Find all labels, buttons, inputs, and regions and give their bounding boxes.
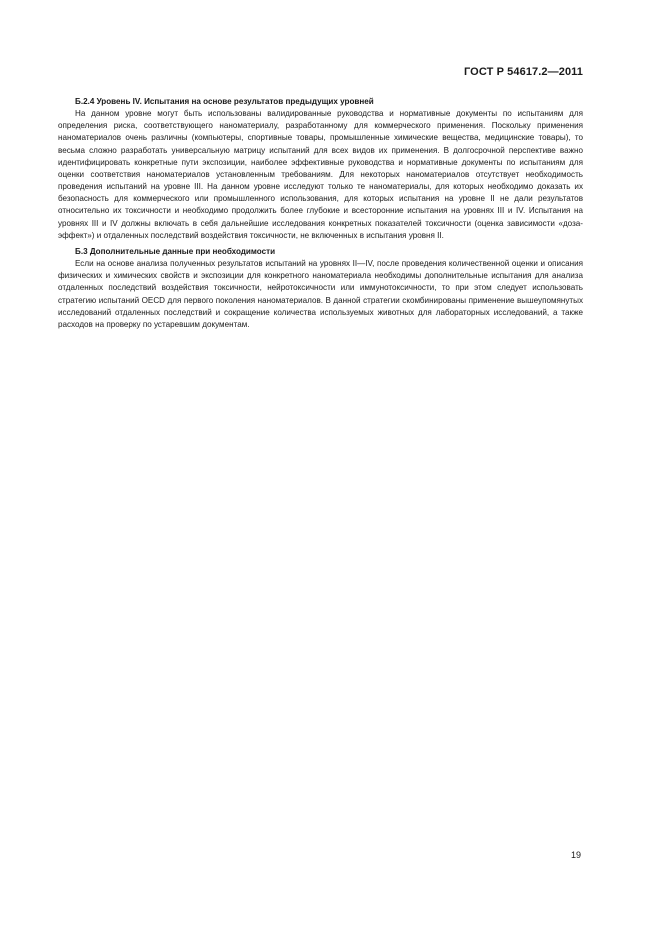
- standard-designation: ГОСТ Р 54617.2—2011: [463, 66, 583, 78]
- section-heading-b24: Б.2.4 Уровень IV. Испытания на основе результатов предыдущих уровней: [75, 97, 374, 106]
- page-number: 19: [570, 850, 581, 860]
- page-content: [58, 96, 583, 331]
- section-paragraph-b3: Если на основе анализа полученных результатов испытаний на уровнях II—IV, после проведения количественной оценки и описания физических и химических свойств и экспозиции для конкретного наноматериала необходимы дополнительные испытания для анализа отдаленных последствий воздействия токсичности, нейротоксичности или иммунотоксичности, то при этом следует использовать стратегию испытаний OECD для первого поколения наноматериалов. В данной стратегии скомбинированы применение вышеупомянутых исследований отдаленных последствий и сокращение количества используемых животных для лабораторных исследований, а также расходов на проверку по устаревшим документам.: [58, 259, 583, 329]
- section-paragraph-b24: На данном уровне могут быть использованы валидированные руководства и нормативные документы по испытаниям для определения риска, соответствующего наноматериалу, разработанному для коммерческого применения. Поскольку применения наноматериалов очень различны (компьютеры, спортивные товары, промышленные химические вещества, медицинские товары), то весьма сложно разработать универсальную матрицу испытаний для всех видов их применения. В долгосрочной перспективе важно идентифицировать конкретные пути экспозиции, наиболее эффективные руководства и нормативные документы по испытаниям для оценки соответствия наноматериалов установленным требованиям. Для некоторых наноматериалов отсутствует необходимость проведения испытаний на уровне III. На данном уровне исследуют только те наноматериалы, для которых необходимо доказать их безопасность для коммерческого или промышленного использования, для которых испытания на уровне II не дали результатов относительно их токсичности и необходимо продолжить более глубокие и всесторонние испытания на уровнях III и IV. Испытания на уровнях III и IV должны включать в себя дальнейшие исследования конкретных показателей токсичности (оценка зависимости «доза-эффект») и отдаленных последствий воздействия токсичности, не включенных в испытания уровня II.: [58, 109, 583, 240]
- section-heading-b3: Б.3 Дополнительные данные при необходимости: [75, 246, 276, 256]
